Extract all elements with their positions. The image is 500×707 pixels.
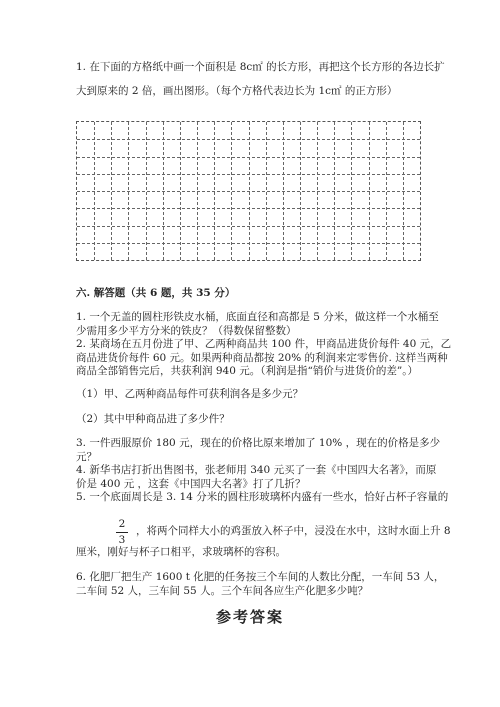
problem-3-line-2: 元？ xyxy=(76,451,97,463)
problem-6-line-1: 6. 化肥厂把生产 1600 t 化肥的任务按三个车间的人数比分配，一车间 53 人， xyxy=(76,571,445,583)
problem-6-line-2: 二车间 52 人，三车间 55 人。三个车间各应生产化肥多少吨？ xyxy=(76,585,369,597)
problem-4-line-1: 4. 新华书店打折出售图书，张老师用 340 元买了一套《中国四大名著》，而原 xyxy=(76,464,437,476)
section-6-heading: 六. 解答题（共 6 题，共 35 分） xyxy=(76,287,236,299)
problem-2-line-2: 商品进货价每件 60 元。如果两种商品都按 20% 的利润来定零售价. 这样当两种 xyxy=(76,352,448,364)
problem-2-line-3: 商品全部销售完后，共获利润 940 元。（利润是指“销价与进货价的差”。） xyxy=(76,365,418,377)
problem-5-line-1: 5. 一个底面周长是 3. 14 分米的圆柱形玻璃杯内盛有一些水，恰好占杯子容量的 xyxy=(76,491,449,503)
grid-horizontal-line xyxy=(77,226,420,227)
fraction-bar xyxy=(116,532,128,533)
problem-3-line-1: 3. 一件西服原价 180 元，现在的价格比原来增加了 10% ，现在的价格是多少 xyxy=(76,437,441,449)
fraction-two-thirds xyxy=(116,518,128,547)
grid-horizontal-line xyxy=(77,243,420,244)
problem-2-subquestion-1: （1）甲、乙两种商品每件可获利润各是多少元？ xyxy=(76,388,304,400)
problem-2-line-1: 2. 某商场在五月份进了甲、乙两种商品共 100 件，甲商品进货价每件 40 元，乙 xyxy=(76,338,452,350)
problem-5-line-2: ，将两个同样大小的鸡蛋放入杯子中，浸没在水中，这时水面上升 8 xyxy=(136,525,451,537)
problem-5-line-3: 厘米，刚好与杯子口相平，求玻璃杯的容积。 xyxy=(76,546,286,558)
problem-1-line-1: 1. 一个无盖的圆柱形铁皮水桶，底面直径和高都是 5 分米，做这样一个水桶至 xyxy=(76,311,439,323)
grid-horizontal-line xyxy=(77,139,420,140)
square-grid xyxy=(76,121,421,261)
grid-horizontal-line xyxy=(77,174,420,175)
problem-4-line-2: 价是 400 元 ，这套《中国四大名著》打了几折？ xyxy=(76,478,306,490)
grid-horizontal-line xyxy=(77,208,420,209)
question-1-line-1: 1. 在下面的方格纸中画一个面积是 8c㎡ 的长方形，再把这个长方形的各边长扩 xyxy=(76,61,445,73)
problem-2-subquestion-2: （2）其中甲种商品进了多少件？ xyxy=(76,413,230,425)
fraction-denominator: 3 xyxy=(118,534,126,546)
question-1-line-2: 大到原来的 2 倍，画出图形。（每个方格代表边长为 1c㎡ 的正方形） xyxy=(76,85,398,97)
grid-horizontal-line xyxy=(77,191,420,192)
fraction-numerator: 2 xyxy=(118,518,126,530)
answers-title: 参考答案 xyxy=(215,608,284,626)
problem-1-line-2: 少需用多少平方分米的铁皮？（得数保留整数） xyxy=(76,325,297,337)
grid-horizontal-line xyxy=(77,157,420,158)
